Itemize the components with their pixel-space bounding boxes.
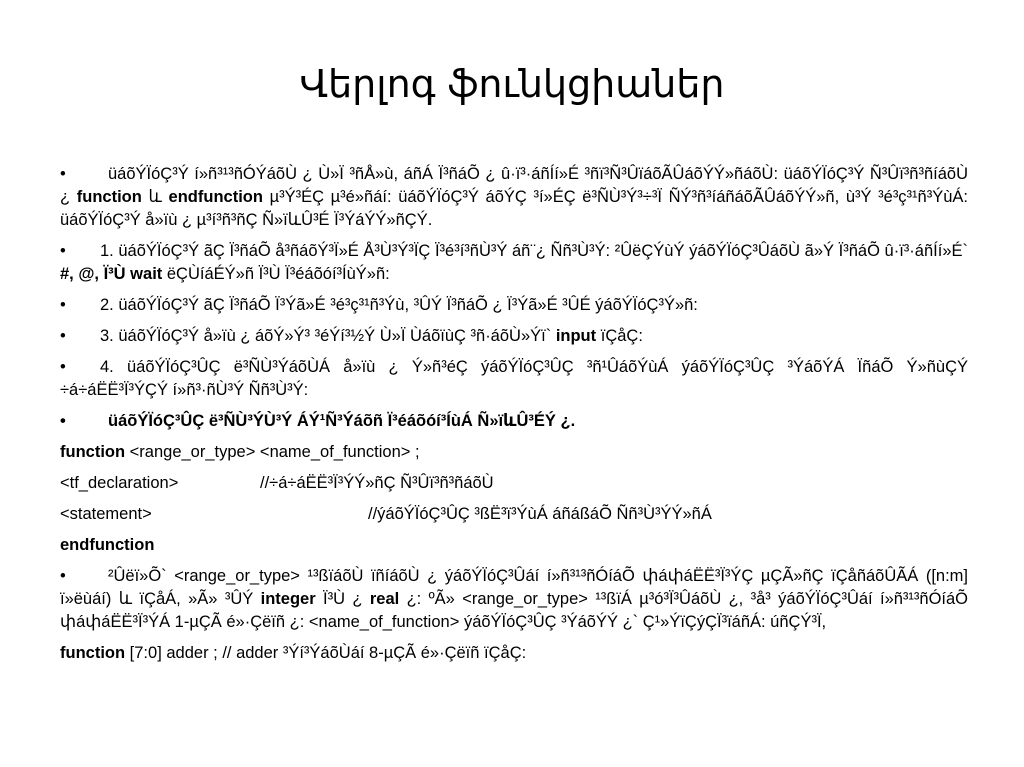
example-keyword-function: function <box>60 644 126 662</box>
text: ¹³ßïáõÙ ïñíáõÙ ¿ ýáõÝÏóÇ³Ûáí í»ñ³¹³ñÓíáÕ փáփáËË³Ï³ÝÇ µÇÃ»ñÇ ïÇåñáõÛÃÁ ([n:m] ï»ëùáí) և ïÇåÁ, »Ã» ³ÛÝ <box>60 567 968 608</box>
paragraph-rule-3 <box>60 325 968 348</box>
keyword-real: real <box>369 590 400 608</box>
code-decl-comment: //÷á÷áËË³Ï³ÝÝ»ñÇ Ñ³Ûï³ñ³ñáõÙ <box>260 474 494 492</box>
slide-title: Վերլոգ ֆունկցիաներ <box>299 62 725 106</box>
code-stmt-left: <statement> <box>60 505 152 523</box>
code-decl-left: <tf_declaration> <box>60 474 179 492</box>
text: [7:0] adder ; // adder ³Ýí³ÝáõÙáí 8-µÇÃ é»·Çëïñ ïÇåÇ: <box>129 644 527 662</box>
keyword-timing-controls: #, @, Ï³Ù wait <box>60 265 163 283</box>
text: ¿: ºÃ» <box>406 590 455 608</box>
code-line-function <box>60 441 968 464</box>
text: ïÇåÇ: <box>600 327 643 345</box>
text: Ï³Ù ¿ <box>323 590 363 608</box>
paragraph-explanation <box>60 565 968 634</box>
text: ¹³ßïÁ µ³ó³Ï³ÛáõÙ ¿, ³å³ ýáõÝÏóÇ³Ûáí í»ñ³¹³ñÓíáÕ փáփáËË³Ï³ÝÁ 1-µÇÃ é»·Çëïñ ¿: <box>60 590 969 631</box>
paragraph-general-structure: • üáõÝÏóÇ³ÛÇ ë³ÑÙ³ÝÙ³Ý ÁÝ¹Ñ³Ýáõñ Ï³éáõóí³ÍùÁ Ñ»ïևÛ³ÉÝ ¿. <box>60 410 968 433</box>
code-line-endfunction: endfunction <box>60 536 155 554</box>
text: 1. üáõÝÏóÇ³Ý ãÇ Ï³ñáÕ å³ñáõÝ³Ï»É Å³Ù³Ý³ÏÇ Ï³é³í³ñÙ³Ý áñ¨¿ Ññ³Ù³Ý: ²ÛëÇÝùÝ ýáõÝÏóÇ³ÛáõÙ ã»Ý Ï³ñáÕ û·ï³·áñÍí»É` <box>100 242 968 260</box>
text: ëÇÙíáÉÝ»ñ Ï³Ù Ï³éáõóí³ÍùÝ»ñ: <box>166 265 390 283</box>
code-line-declaration <box>60 472 968 495</box>
text: և <box>148 188 162 206</box>
code-stmt-comment: //ýáõÝÏóÇ³ÛÇ ³ßË³ï³ÝùÁ áñáßáÕ Ññ³Ù³ÝÝ»ñÁ <box>368 505 712 523</box>
code-line-statement <box>60 503 968 526</box>
text: üáõÝÏóÇ³Ý í»ñ³¹³ñÓÝáõÙ ¿ Ù»Ï ³ñÅ»ù, áñÁ Ï³ñáÕ ¿ û·ï³·áñÍí»É ³ñï³Ñ³ÛïáõÃÛáõÝÝ»ñáõÙ: üáõÝÏóÇ³Ý Ñ³Ûï³ñ³ñíáõÙ ¿ <box>60 165 968 206</box>
slide-body <box>60 163 968 673</box>
text: ²Ûëï»Õ` <box>108 567 167 585</box>
paragraph-function-return <box>60 163 968 232</box>
text: 3. üáõÝÏóÇ³Ý å»ïù ¿ áõÝ»Ý³ ³éÝí³½Ý Ù»Ï ÙáõïùÇ ³ñ·áõÙ»Ýï` <box>100 327 552 345</box>
text: <name_of_function> <box>308 613 460 631</box>
code-keyword-function: function <box>60 443 126 461</box>
code-signature: <range_or_type> <name_of_function> ; <box>125 443 420 461</box>
text: <range_or_type> <box>174 567 300 585</box>
text: ýáõÝÏóÇ³ÛÇ ³ÝáõÝÝ ¿` Ç¹»ÝïÇýÇÏ³ïáñÁ: úñÇÝ³Ï, <box>463 613 827 631</box>
text: <range_or_type> <box>462 590 588 608</box>
keyword-function: function <box>76 188 142 206</box>
keyword-integer: integer <box>260 590 316 608</box>
code-example <box>60 642 968 665</box>
paragraph-rule-4: • 4. üáõÝÏóÇ³ÛÇ ë³ÑÙ³ÝáõÙÁ å»ïù ¿ Ý»ñ³éÇ ýáõÝÏóÇ³ÛÇ ³ñ¹ÛáõÝùÁ ýáõÝÏóÇ³ÛÇ ³ÝáõÝÁ ÏñáÕ Ý»ñùÇÝ ÷á÷áËË³Ï³ÝÇÝ í»ñ³·ñÙ³Ý Ññ³Ù³Ý: <box>60 356 968 402</box>
paragraph-rule-2: • 2. üáõÝÏóÇ³Ý ãÇ Ï³ñáÕ Ï³Ýã»É ³é³ç³¹ñ³Ýù, ³ÛÝ Ï³ñáÕ ¿ Ï³Ýã»É ³ÛÉ ýáõÝÏóÇ³Ý»ñ: <box>60 294 968 317</box>
paragraph-rule-1 <box>60 240 968 286</box>
keyword-input: input <box>555 327 597 345</box>
text: µ³Ý³ÉÇ µ³é»ñáí: üáõÝÏóÇ³Ý áõÝÇ ³í»ÉÇ ë³ÑÙ³Ý³÷³Ï ÑÝ³ñ³íáñáõÃÛáõÝÝ»ñ, ù³Ý ³é³ç³¹ñ³ÝùÁ: üáõÝÏóÇ³Ý å»ïù ¿ µ³í³ñ³ñÇ Ñ»ïևÛ³É Ï³ÝáÝÝ»ñÇÝ. <box>60 188 968 229</box>
keyword-endfunction: endfunction <box>168 188 263 206</box>
